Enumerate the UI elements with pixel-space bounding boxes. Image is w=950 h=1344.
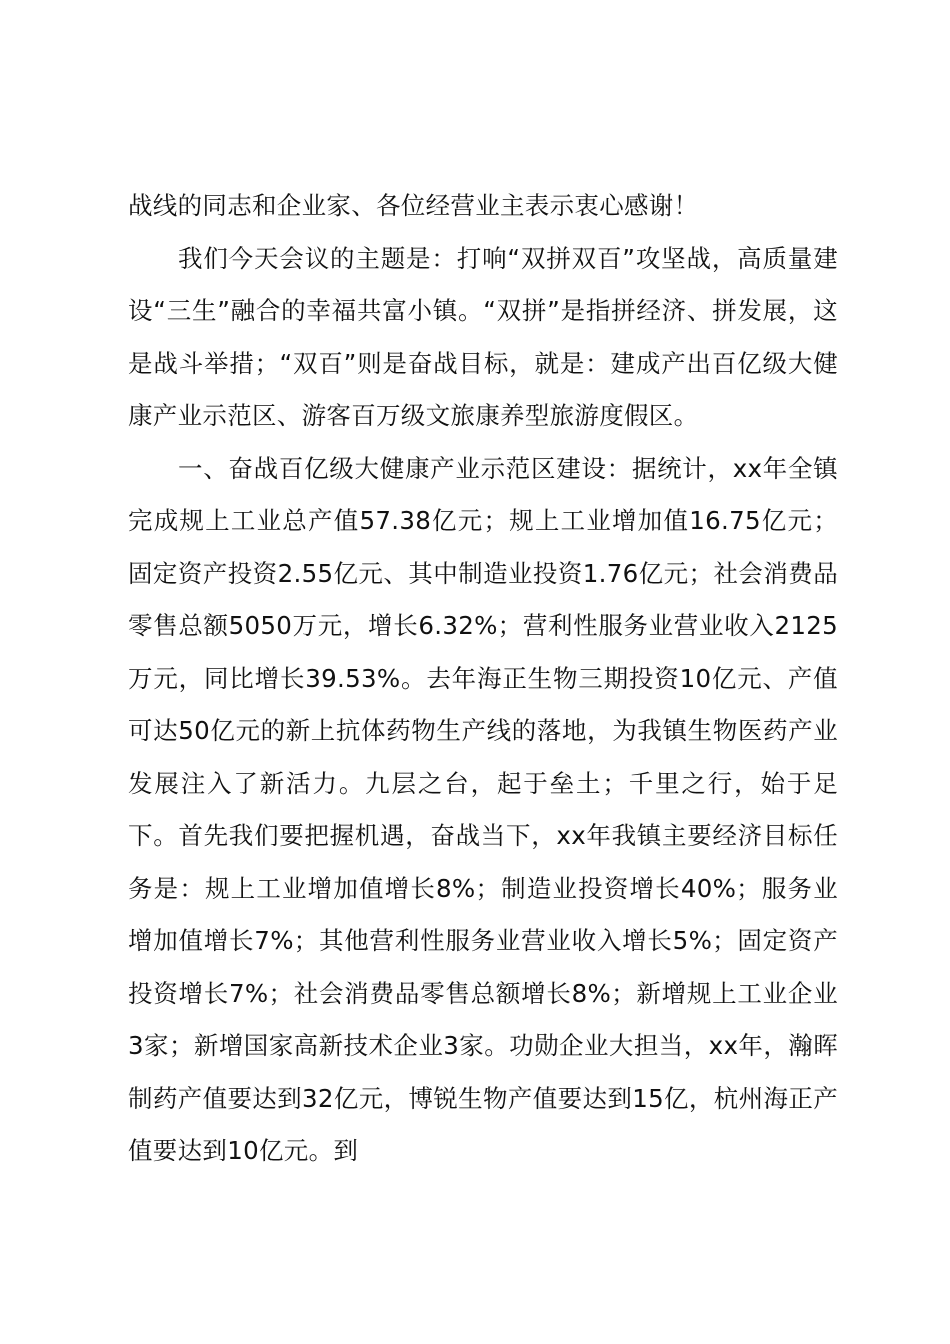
document-body — [128, 180, 838, 1178]
paragraph-meeting-theme: 我们今天会议的主题是：打响“双拼双百”攻坚战，高质量建设“三生”融合的幸福共富小镇。“双拼”是指拼经济、拼发展，这是战斗举措；“双百”则是奋战目标，就是：建成产出百亿级大健康产业示范区、游客百万级文旅康养型旅游度假区。 — [128, 243, 838, 430]
paragraph-closing-thanks: 战线的同志和企业家、各位经营业主表示衷心感谢！ — [128, 191, 699, 220]
paragraph-section-one: 一、奋战百亿级大健康产业示范区建设：据统计，xx年全镇完成规上工业总产值57.38亿元；规上工业增加值16.75亿元；固定资产投资2.55亿元、其中制造业投资1.76亿元；社会消费品零售总额5050万元，增长6.32%；营利性服务业营业收入2125万元，同比增长39.53%。去年海正生物三期投资10亿元、产值可达50亿元的新上抗体药物生产线的落地，为我镇生物医药产业发展注入了新活力。九层之台，起于垒土；千里之行，始于足下。首先我们要把握机遇，奋战当下，xx年我镇主要经济目标任务是：规上工业增加值增长8%；制造业投资增长40%；服务业增加值增长7%；其他营利性服务业营业收入增长5%；固定资产投资增长7%；社会消费品零售总额增长8%；新增规上工业企业3家；新增国家高新技术企业3家。功勋企业大担当，xx年，瀚晖制药产值要达到32亿元，博锐生物产值要达到15亿，杭州海正产值要达到10亿元。到 — [128, 453, 838, 1165]
